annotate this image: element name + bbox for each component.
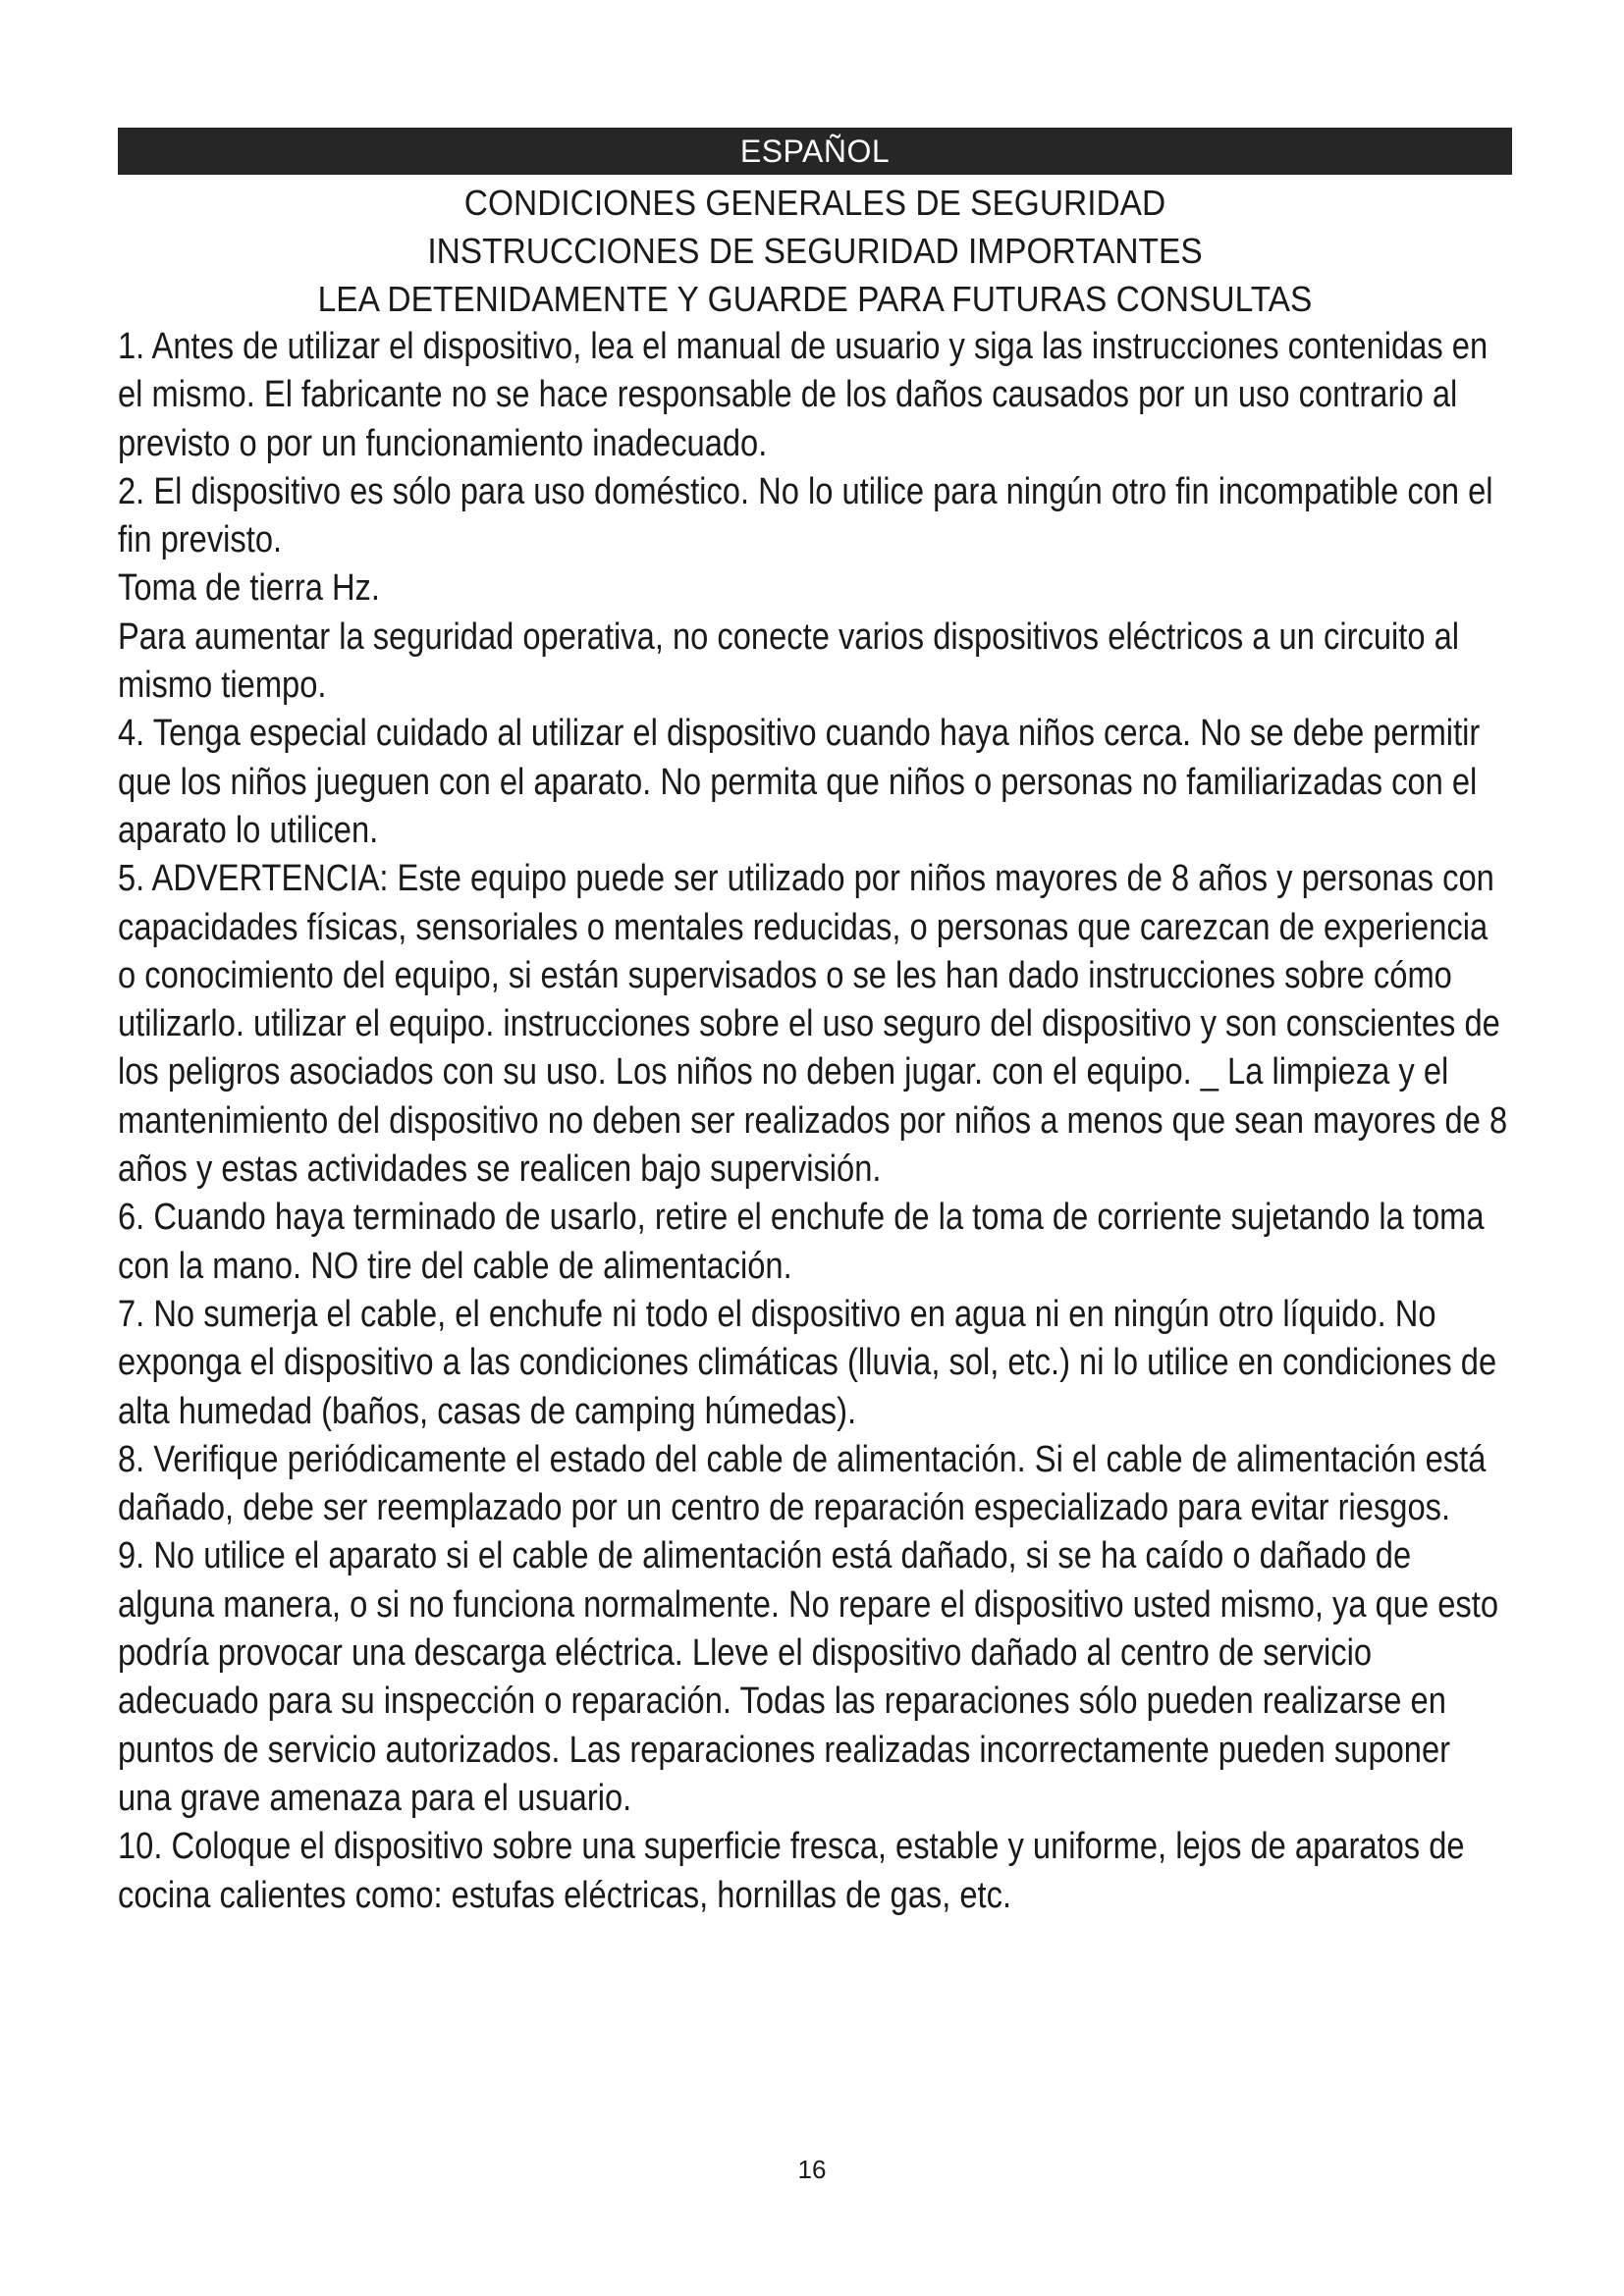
section-instruction: LEA DETENIDAMENTE Y GUARDE PARA FUTURAS CONSULTAS	[317, 279, 1313, 319]
instruction-paragraph: 5. ADVERTENCIA: Este equipo puede ser utilizado por niños mayores de 8 años y personas con capacidades físicas, sensoriales o mentales reducidas, o personas que carezcan de experiencia o conocimiento del equipo, si están supervisados o se les han dado instrucciones sobre cómo utilizarlo. utilizar el equipo. instrucciones sobre el uso seguro del dispositivo y son conscientes de los peligros asociados con su uso. Los niños no deben jugar. con el equipo. _ La limpieza y el mantenimiento del dispositivo no deben ser realizados por niños a menos que sean mayores de 8 años y estas actividades se realicen bajo supervisión.	[118, 858, 1508, 1191]
instruction-paragraph: 10. Coloque el dispositivo sobre una superficie fresca, estable y uniforme, lejos de aparatos de cocina calientes como: estufas eléctricas, hornillas de gas, etc.	[118, 1826, 1465, 1916]
section-title: CONDICIONES GENERALES DE SEGURIDAD	[463, 183, 1166, 223]
section-subtitle: INSTRUCCIONES DE SEGURIDAD IMPORTANTES	[427, 231, 1203, 271]
instruction-paragraph: 8. Verifique periódicamente el estado del cable de alimentación. Si el cable de alimentación está dañado, debe ser reemplazado por un centro de reparación especializado para evitar riesgos.	[118, 1438, 1487, 1529]
instruction-paragraph: Toma de tierra Hz.	[118, 567, 380, 610]
page-number: 16	[797, 2155, 827, 2184]
language-banner: ESPAÑOL	[118, 128, 1512, 175]
instruction-paragraph: 2. El dispositivo es sólo para uso doméstico. No lo utilice para ningún otro fin incompatible con el fin previsto.	[118, 470, 1493, 561]
manual-page	[118, 128, 1512, 1920]
instruction-paragraph: 1. Antes de utilizar el dispositivo, lea el manual de usuario y siga las instrucciones contenidas en el mismo. El fabricante no se hace responsable de los daños causados por un uso contrario al previsto o por un funcionamiento inadecuado.	[118, 326, 1489, 464]
instruction-paragraph: 6. Cuando haya terminado de usarlo, retire el enchufe de la toma de corriente sujetando la toma con la mano. NO tire del cable de alimentación.	[118, 1197, 1485, 1287]
section-headings	[118, 179, 1512, 323]
instruction-paragraph: 7. No sumerja el cable, el enchufe ni todo el dispositivo en agua ni en ningún otro líquido. No exponga el dispositivo a las condiciones climáticas (lluvia, sol, etc.) ni lo utilice en condiciones de alta humedad (baños, casas de camping húmedas).	[118, 1293, 1497, 1432]
instruction-paragraph: 9. No utilice el aparato si el cable de alimentación está dañado, si se ha caído o dañado de alguna manera, o si no funciona normalmente. No repare el dispositivo usted mismo, ya que esto podría provocar una descarga eléctrica. Lleve el dispositivo dañado al centro de servicio adecuado para su inspección o reparación. Todas las reparaciones sólo pueden realizarse en puntos de servicio autorizados. Las reparaciones realizadas incorrectamente pueden suponer una grave amenaza para el usuario.	[118, 1535, 1499, 1819]
instruction-paragraph: Para aumentar la seguridad operativa, no conecte varios dispositivos eléctricos a un circuito al mismo tiempo.	[118, 615, 1460, 707]
safety-instructions	[118, 323, 1511, 1920]
instruction-paragraph: 4. Tenga especial cuidado al utilizar el dispositivo cuando haya niños cerca. No se debe permitir que los niños jueguen con el aparato. No permita que niños o personas no familiarizadas con el aparato lo utilicen.	[118, 713, 1481, 851]
